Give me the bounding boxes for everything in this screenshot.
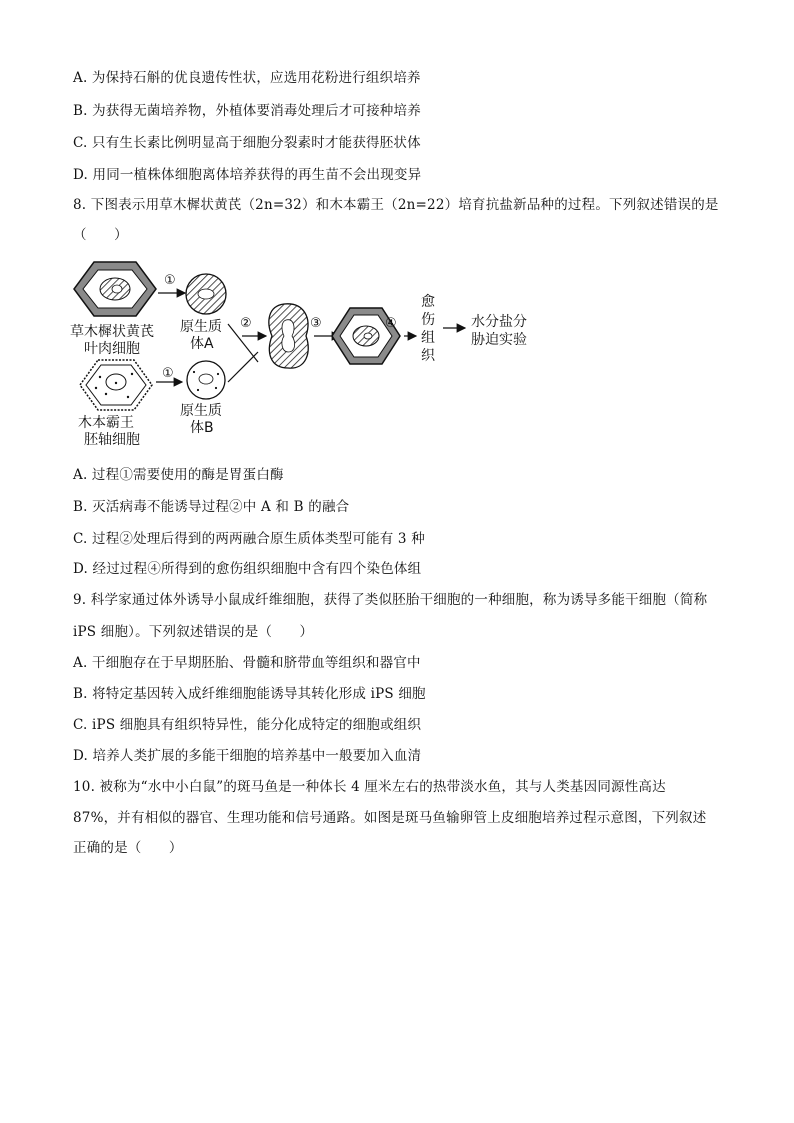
cell1-label-line1: 草木樨状黄芪	[70, 324, 154, 340]
q8-option-b: B. 灭活病毒不能诱导过程②中 A 和 B 的融合	[73, 499, 350, 515]
q9-stem-line1: 9. 科学家通过体外诱导小鼠成纤维细胞，获得了类似胚胎干细胞的一种细胞，称为诱导多能干细胞（简称	[73, 592, 708, 608]
cell2-label-line2: 胚轴细胞	[84, 432, 140, 448]
q7-option-d: D. 用同一植株体细胞离体培养获得的再生苗不会出现变异	[73, 167, 422, 183]
q7-option-b: B. 为获得无菌培养物，外植体要消毒处理后才可接种培养	[73, 103, 421, 119]
callus-char-2: 伤	[421, 312, 435, 328]
q8-option-a: A. 过程①需要使用的酶是胃蛋白酶	[73, 467, 284, 483]
protoplast-a	[186, 274, 226, 314]
step4-label: ④	[385, 316, 397, 331]
hypocotyl-cell	[80, 360, 152, 410]
q9-option-a: A. 干细胞存在于早期胚胎、骨髓和脐带血等组织和器官中	[73, 655, 421, 671]
step1-label: ①	[164, 273, 176, 288]
q8-option-d: D. 经过过程④所得到的愈伤组织细胞中含有四个染色体组	[73, 561, 422, 577]
q8-option-c: C. 过程②处理后得到的两两融合原生质体类型可能有 3 种	[73, 531, 425, 547]
q8-stem-line1: 8. 下图表示用草木樨状黄芪（2n=32）和木本霸王（2n=22）培育抗盐新品种的过程。下列叙述错误的是	[73, 197, 719, 213]
q7-option-c: C. 只有生长素比例明显高于细胞分裂素时才能获得胚状体	[73, 135, 421, 151]
q10-stem-line1: 10. 被称为“水中小白鼠”的斑马鱼是一种体长 4 厘米左右的热带淡水鱼，其与人类基因同源性高达	[73, 779, 666, 795]
step1b-label: ①	[162, 366, 174, 381]
fusion-diagram-svg	[60, 252, 560, 452]
protoplast-a-label-line1: 原生质	[180, 319, 222, 335]
callus-char-1: 愈	[421, 294, 435, 310]
callus-char-3: 组	[421, 330, 435, 346]
q9-option-c: C. iPS 细胞具有组织特异性，能分化成特定的细胞或组织	[73, 717, 422, 733]
cell2-label-line1: 木本霸王	[78, 415, 134, 431]
q9-stem-line2: iPS 细胞）。下列叙述错误的是（ ）	[73, 624, 314, 640]
fused-protoplast	[269, 304, 308, 368]
protoplast-a-label-line2: 体A	[190, 336, 214, 352]
mesophyll-cell	[74, 262, 156, 316]
q10-stem-line3: 正确的是（ ）	[73, 840, 183, 856]
step3-label: ③	[310, 316, 322, 331]
protoplast-b-label-line1: 原生质	[180, 403, 222, 419]
result-label-line1: 水分盐分	[471, 314, 527, 330]
q9-option-b: B. 将特定基因转入成纤维细胞能诱导其转化形成 iPS 细胞	[73, 686, 426, 702]
callus-char-4: 织	[421, 348, 435, 364]
protoplast-b	[187, 361, 225, 399]
cell1-label-line2: 叶肉细胞	[84, 341, 140, 357]
fusion-diagram	[60, 252, 560, 452]
q7-option-a: A. 为保持石斛的优良遗传性状，应选用花粉进行组织培养	[73, 70, 421, 86]
step2-label: ②	[240, 316, 252, 331]
q10-stem-line2: 87%，并有相似的器官、生理功能和信号通路。如图是斑马鱼输卵管上皮细胞培养过程示意图，下列叙述	[73, 810, 707, 826]
converge-line-bottom	[228, 352, 258, 382]
result-label-line2: 胁迫实验	[471, 332, 527, 348]
protoplast-b-label-line2: 体B	[190, 420, 214, 436]
q8-stem-line2: （ ）	[73, 227, 128, 243]
q9-option-d: D. 培养人类扩展的多能干细胞的培养基中一般要加入血清	[73, 748, 422, 764]
